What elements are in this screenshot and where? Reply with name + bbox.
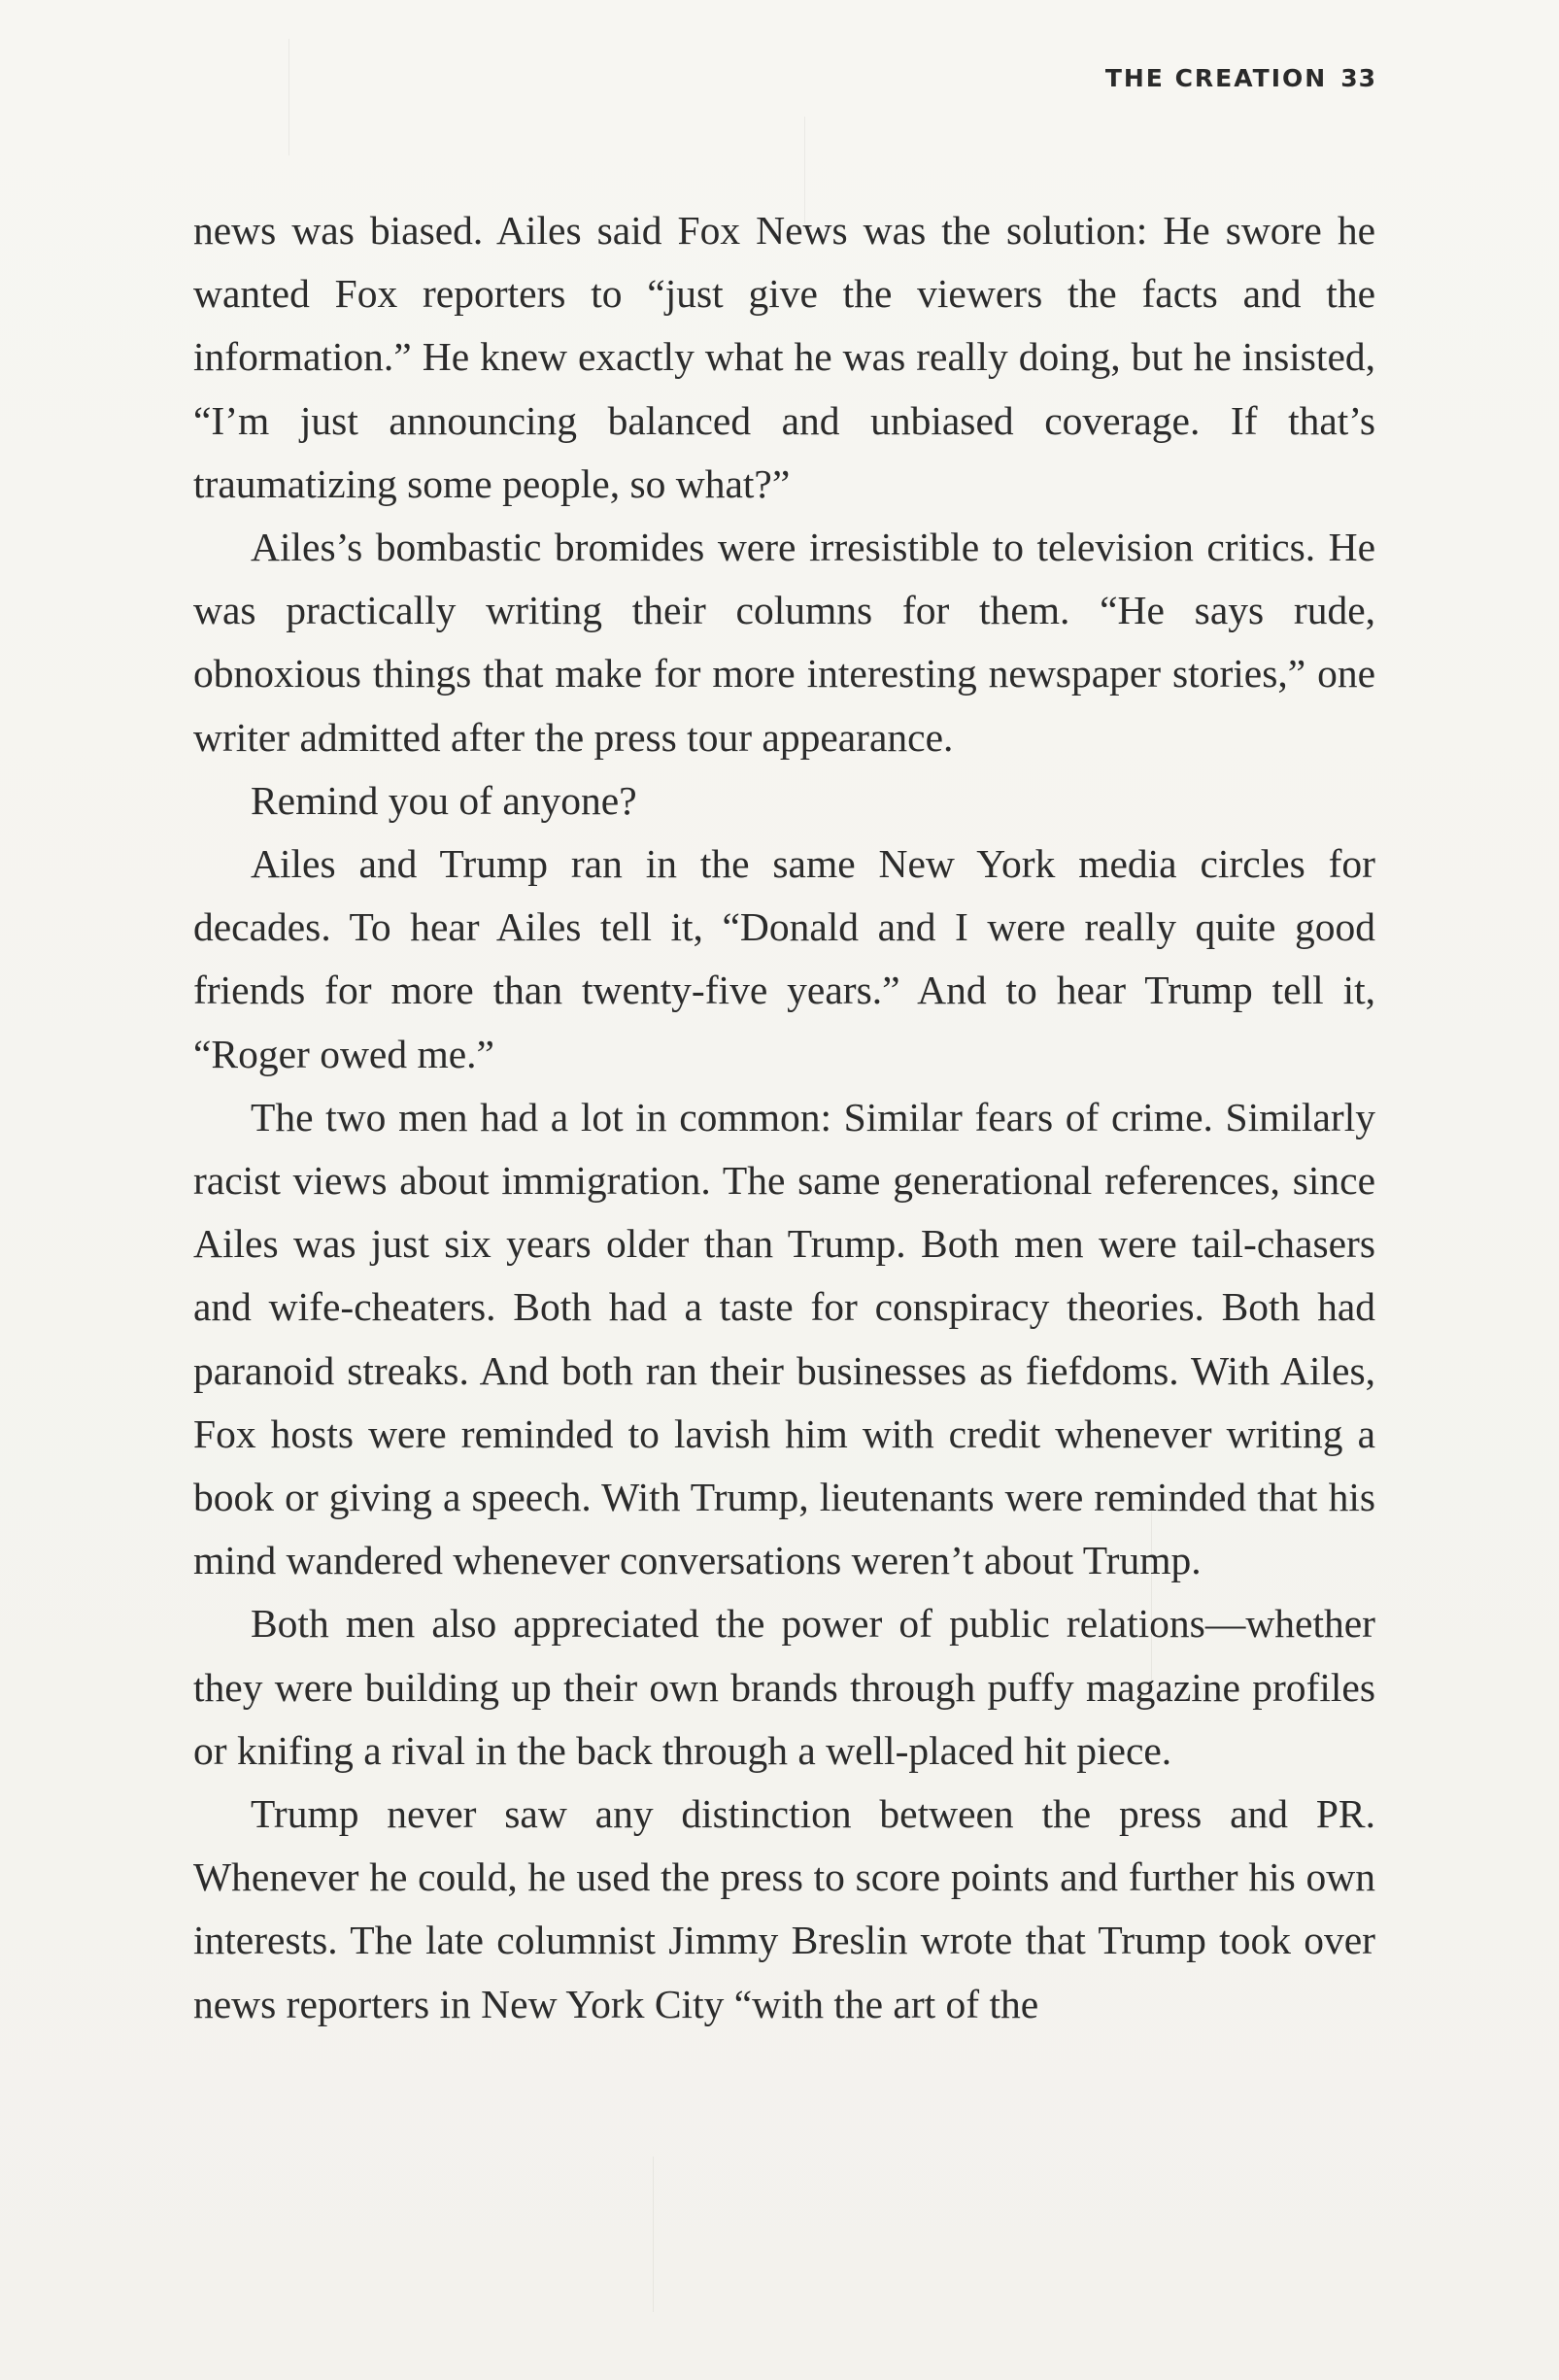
page-crease xyxy=(288,39,289,155)
page-crease xyxy=(653,2157,654,2312)
paragraph-6: Both men also appreciated the power of public relations—whether they were building up their own brands through puffy magazine profiles or knifing a rival in the back through a well-placed hit piece. xyxy=(193,1601,1375,1773)
body-text xyxy=(193,199,1375,2036)
paragraph-3: Remind you of anyone? xyxy=(251,777,637,823)
paragraph-4: Ailes and Trump ran in the same New York media circles for decades. To hear Ailes tell it, “Donald and I were really quite good friends for more than twenty-five years.” And to hear Trump tell it, “Roger owed me.” xyxy=(193,841,1375,1076)
running-head xyxy=(1105,64,1376,92)
paragraph-5: The two men had a lot in common: Similar fears of crime. Similarly racist views about immigration. The same generational references, since Ailes was just six years older than Trump. Both men were tail-chasers and wife-cheaters. Both had a taste for conspiracy theories. Both had paranoid streaks. And both ran their businesses as fiefdoms. With Ailes, Fox hosts were reminded to lavish him with credit whenever writing a book or giving a speech. With Trump, lieutenants were reminded that his mind wandered whenever conversations weren’t about Trump. xyxy=(193,1094,1375,1583)
page-number: 33 xyxy=(1340,64,1376,92)
paragraph-2: Ailes’s bombastic bromides were irresistible to television critics. He was practically writing their columns for them. “He says rude, obnoxious things that make for more interesting newspaper stories,” one writer admitted after the press tour appearance. xyxy=(193,525,1375,760)
paragraph-1: news was biased. Ailes said Fox News was the solution: He swore he wanted Fox reporters to “just give the viewers the facts and the information.” He knew exactly what he was really doing, but he insisted, “I’m just announcing balanced and unbiased coverage. If that’s traumatizing some people, so what?” xyxy=(193,208,1375,506)
chapter-title: THE CREATION xyxy=(1104,64,1328,92)
paragraph-7: Trump never saw any distinction between the press and PR. Whenever he could, he used the press to score points and further his own interests. The late columnist Jimmy Breslin wrote that Trump took over news reporters in New York City “with the art of the xyxy=(193,1791,1375,2026)
